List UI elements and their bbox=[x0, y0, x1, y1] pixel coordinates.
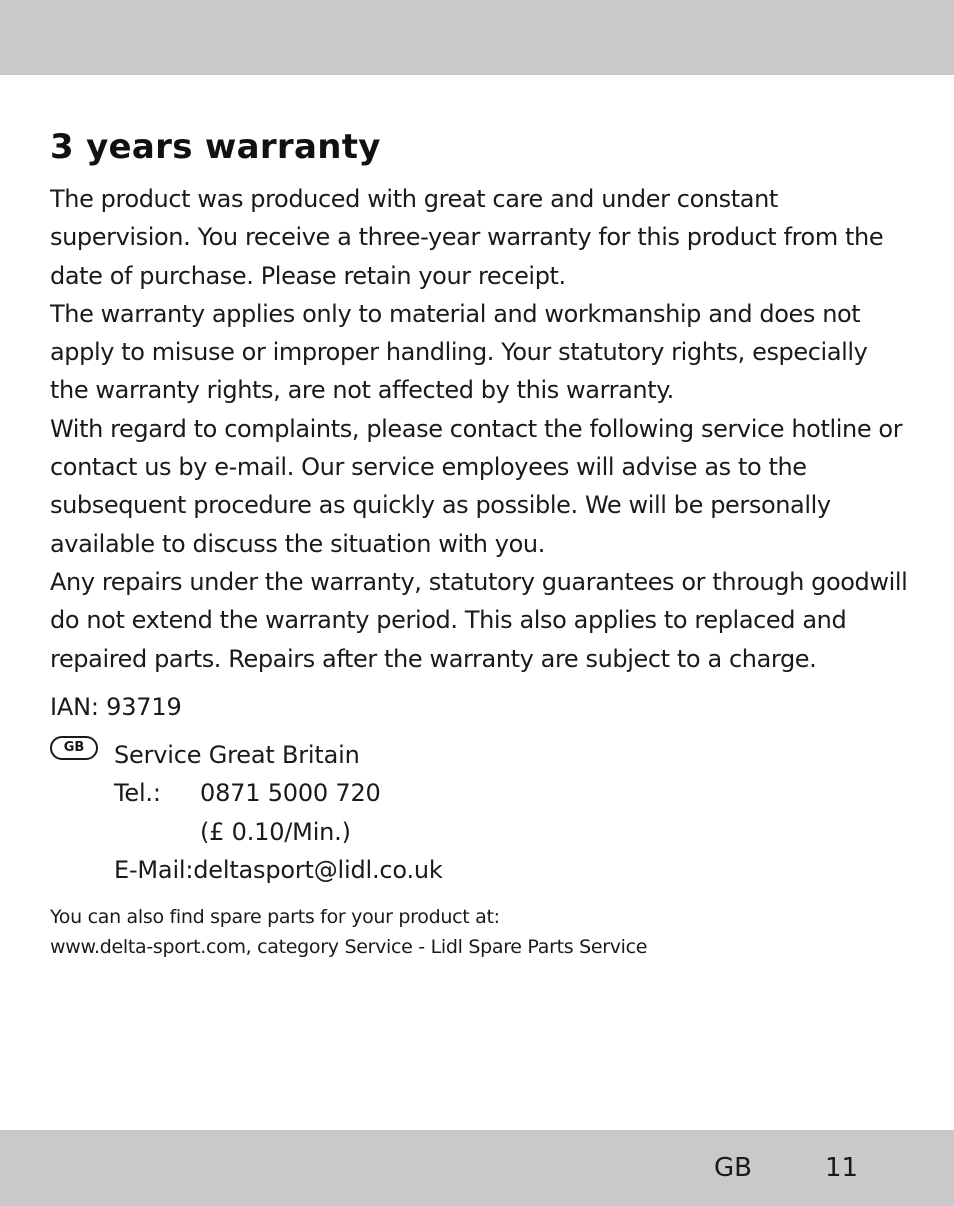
service-email-row bbox=[114, 851, 910, 890]
page-title: 3 years warranty bbox=[50, 127, 381, 167]
page-content bbox=[50, 122, 910, 962]
paragraph-warranty-scope: The warranty applies only to material and workmanship and does not apply to misuse or improper handling. Your statutory rights, especially the warranty rights, are not affected by this warranty. bbox=[50, 299, 868, 405]
gb-country-badge: GB bbox=[50, 736, 98, 760]
tel-number[interactable]: 0871 5000 720 bbox=[200, 779, 381, 808]
footer-language: GB bbox=[714, 1153, 752, 1183]
service-contact-lines bbox=[114, 736, 910, 890]
footer-page-number: 11 bbox=[825, 1153, 859, 1183]
service-block bbox=[50, 736, 910, 890]
header-band bbox=[0, 0, 954, 75]
service-name-row bbox=[114, 736, 910, 775]
footer-band bbox=[0, 1130, 954, 1206]
warranty-body bbox=[50, 180, 910, 678]
service-name: Service Great Britain bbox=[114, 740, 360, 769]
paragraph-complaints: With regard to complaints, please contact the following service hotline or contact us by e-mail. Our service employees will advise as to the subsequent procedure as quickly as possible. We will be personally available to discuss the situation with you. bbox=[50, 414, 903, 558]
email-label: E-Mail: bbox=[114, 856, 194, 885]
spare-parts-note bbox=[50, 902, 910, 962]
service-tel-row bbox=[114, 774, 910, 813]
tel-rate: (£ 0.10/Min.) bbox=[200, 817, 351, 846]
ian-number: IAN: 93719 bbox=[50, 692, 182, 721]
paragraph-repairs: Any repairs under the warranty, statutory guarantees or through goodwill do not extend the warranty period. This also applies to replaced and repaired parts. Repairs after the warranty are subject to a charge. bbox=[50, 567, 908, 673]
service-rate-row bbox=[114, 813, 910, 852]
spare-parts-line-1: You can also find spare parts for your product at: bbox=[50, 905, 500, 928]
spare-parts-line-2: www.delta-sport.com, category Service - Lidl Spare Parts Service bbox=[50, 935, 648, 958]
email-address[interactable]: deltasport@lidl.co.uk bbox=[193, 856, 443, 885]
tel-label: Tel.: bbox=[114, 779, 161, 808]
paragraph-product-care: The product was produced with great care and under constant supervision. You receive a three-year warranty for this product from the date of purchase. Please retain your receipt. bbox=[50, 185, 884, 290]
